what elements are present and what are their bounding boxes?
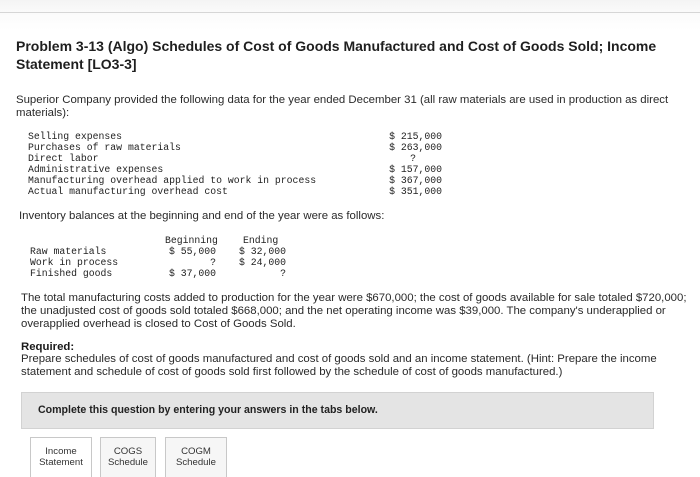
intro-text: Superior Company provided the following data for the year ended December 31 (all raw materials are used in production as direct materials): — [16, 94, 669, 119]
required-text: Prepare schedules of cost of goods manufactured and cost of goods sold and an income statement. (Hint: Prepare the income statement and schedule of cost of goods sold first followed by the schedule of cost of goods manufactured.) — [21, 353, 657, 378]
banner-text: Complete this question by entering your answers in the tabs below. — [38, 404, 378, 416]
inventory-ending-value: $ 24,000 — [238, 257, 286, 268]
tab-label-line2: Schedule — [175, 457, 216, 468]
data-row-label: Selling expenses — [28, 131, 123, 142]
tab-label-line2: Schedule — [107, 457, 148, 468]
inventory-beginning-value: $ 55,000 — [168, 246, 216, 257]
tab-cogs-schedule[interactable] — [100, 437, 156, 477]
data-row-label: Actual manufacturing overhead cost — [28, 186, 228, 197]
tab-income-statement[interactable] — [30, 437, 92, 477]
data-row-value: $ 157,000 — [389, 164, 442, 175]
data-row-value: $ 263,000 — [389, 142, 442, 153]
top-divider — [0, 12, 700, 13]
inventory-ending-value: ? — [280, 268, 286, 279]
required-heading: Required: — [21, 341, 75, 353]
inventory-row-label: Work in process — [30, 257, 119, 268]
data-row-label: Manufacturing overhead applied to work in process — [28, 175, 317, 186]
inventory-row-label: Finished goods — [30, 268, 113, 279]
tab-label-line1: COGS — [113, 446, 143, 457]
tab-label-line2: Statement — [39, 457, 83, 468]
data-row-label: Administrative expenses — [28, 164, 164, 175]
data-row-value: ? — [410, 153, 416, 164]
inventory-beginning-value: ? — [210, 257, 216, 268]
column-header-beginning: Beginning — [165, 235, 218, 246]
data-row-label: Purchases of raw materials — [28, 142, 181, 153]
data-row-value: $ 367,000 — [389, 175, 442, 186]
totals-text: The total manufacturing costs added to production for the year were $670,000; the cost of goods available for sale totaled $720,000; the unadjusted cost of goods sold totaled $668,000; and the net operating income was $39,000. The company's underapplied or overapplied overhead is closed to Cost of Goods Sold. — [21, 292, 687, 330]
data-row-value: $ 215,000 — [389, 131, 442, 142]
inventory-beginning-value: $ 37,000 — [168, 268, 216, 279]
data-row-label: Direct labor — [28, 153, 99, 164]
column-header-ending: Ending — [243, 235, 279, 246]
data-row-value: $ 351,000 — [389, 186, 442, 197]
inventory-ending-value: $ 32,000 — [238, 246, 286, 257]
problem-title: Problem 3-13 (Algo) Schedules of Cost of Goods Manufactured and Cost of Goods Sold; Income Statement [LO3-3] — [16, 38, 657, 72]
tab-label-line1: COGM — [181, 446, 211, 457]
tab-cogm-schedule[interactable] — [165, 437, 227, 477]
tab-label-line1: Income — [45, 446, 77, 457]
instructions-banner — [21, 392, 654, 429]
inventory-intro: Inventory balances at the beginning and end of the year were as follows: — [19, 210, 385, 222]
inventory-row-label: Raw materials — [30, 246, 107, 257]
